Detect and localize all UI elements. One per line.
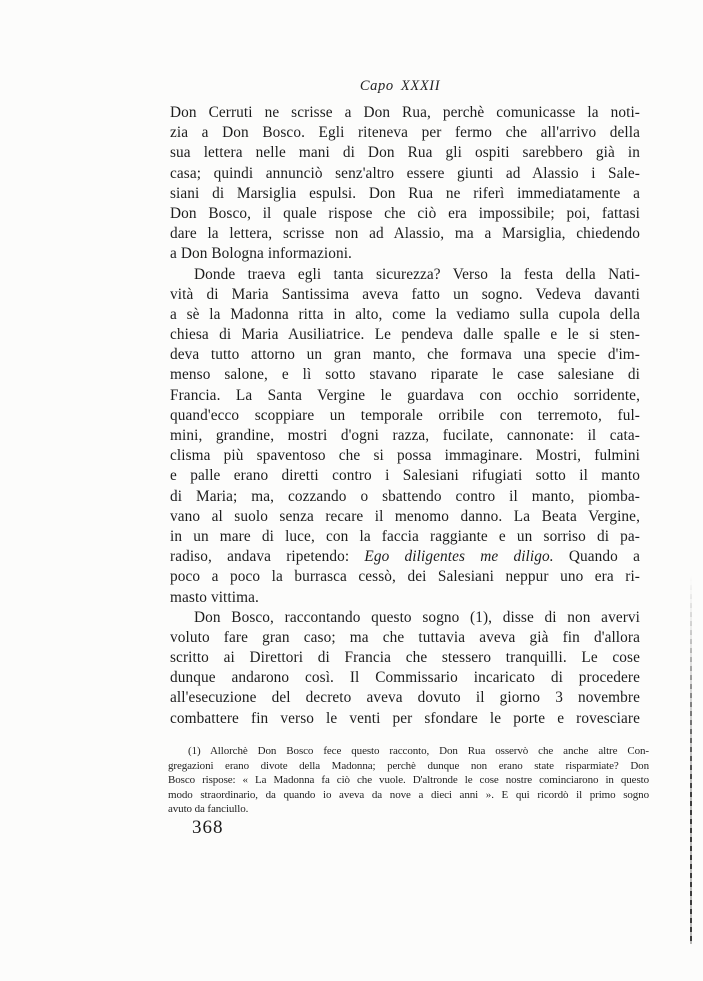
text-line: quand'ecco scoppiare un temporale orribile con terremoto, ful- bbox=[170, 406, 640, 424]
text-line: scritto ai Direttori di Francia che stessero tranquilli. Le cose bbox=[170, 649, 640, 667]
text-line: Don Bosco, raccontando questo sogno (1), disse di non avervi bbox=[194, 608, 640, 626]
text-line: a Don Bologna informazioni. bbox=[170, 245, 352, 263]
text-line bbox=[170, 547, 640, 567]
text-line: a sè la Madonna ritta in alto, come la vediamo sulla cupola della bbox=[170, 305, 640, 323]
text-line: Donde traeva egli tanta sicurezza? Verso la festa della Nati- bbox=[194, 265, 640, 283]
text-line: Francia. La Santa Vergine le guardava con occhio sorridente, bbox=[170, 386, 640, 404]
text-line: dare la lettera, scrisse non ad Alassio, ma a Marsiglia, chiedendo bbox=[170, 225, 640, 243]
text-line: Don Bosco, il quale rispose che ciò era impossibile; poi, fattasi bbox=[170, 204, 640, 222]
footnote bbox=[168, 744, 649, 817]
page-number: 368 bbox=[192, 817, 224, 838]
text-line: e palle erano diretti contro i Salesiani rifugiati sotto il manto bbox=[170, 467, 640, 485]
text-line: casa; quindi annunciò senz'altro essere giunti ad Alassio i Sale- bbox=[170, 164, 640, 182]
text-line: siani di Marsiglia espulsi. Don Rua ne riferì immediatamente a bbox=[170, 184, 640, 202]
text-line: all'esecuzione del decreto aveva dovuto il giorno 3 novembre bbox=[170, 689, 640, 707]
text-line: vano al suolo senza recare il menomo danno. La Beata Vergine, bbox=[170, 507, 640, 525]
text-line: gregazioni erano divote della Madonna; perchè dunque non erano state risparmiate? Don bbox=[168, 759, 649, 772]
text-line: di Maria; ma, cozzando o sbattendo contro il manto, piomba- bbox=[170, 487, 640, 505]
text-segment: Quando a bbox=[553, 548, 640, 566]
text-line: menso salone, e lì sotto stavano riparate le case salesiane di bbox=[170, 366, 640, 384]
text-line: poco a poco la burrasca cessò, dei Salesiani neppur uno era ri- bbox=[170, 568, 640, 586]
text-line: Bosco rispose: « La Madonna fa ciò che vuole. D'altronde le cose nostre cominciarono in questo bbox=[168, 774, 649, 787]
text-line: Don Cerruti ne scrisse a Don Rua, perchè comunicasse la noti- bbox=[170, 104, 640, 121]
page-edge-line bbox=[690, 576, 692, 944]
italic-phrase: Ego diligentes me diligo. bbox=[364, 548, 554, 566]
chapter-header: Capo XXXII bbox=[359, 78, 441, 94]
body-text bbox=[170, 103, 640, 729]
text-line: (1) Allorchè Don Bosco fece questo racconto, Don Rua osservò che anche altre Con- bbox=[188, 745, 649, 757]
text-line: mini, grandine, mostri d'ogni razza, fucilate, cannonate: il cata- bbox=[170, 427, 640, 444]
text-line: masto vittima. bbox=[170, 588, 259, 606]
text-line: avuto da fanciullo. bbox=[168, 803, 249, 816]
text-line: chiesa di Maria Ausiliatrice. Le pendeva dalle spalle e le si sten- bbox=[170, 326, 640, 344]
text-line: modo straordinario, da quando io aveva da nove a dieci anni ». E qui ricordò il primo sogno bbox=[168, 788, 649, 801]
text-line: deva tutto attorno un gran manto, che formava una specie d'im- bbox=[170, 346, 640, 364]
text-line: sua lettera nelle mani di Don Rua gli ospiti sarebbero già in bbox=[170, 144, 640, 162]
text-line: in un mare di luce, con la faccia raggiante e un sorriso di pa- bbox=[170, 527, 640, 545]
text-line: clisma più spaventoso che si possa immaginare. Mostri, fulmini bbox=[170, 447, 640, 465]
text-line: combattere fin verso le venti per sfondare le porte e rovesciare bbox=[170, 709, 640, 727]
text-segment: radiso, andava ripetendo: bbox=[170, 548, 365, 566]
text-line: zia a Don Bosco. Egli riteneva per fermo che all'arrivo della bbox=[170, 124, 640, 142]
text-line: dunque andarono così. Il Commissario incaricato di procedere bbox=[170, 669, 640, 687]
text-line: vità di Maria Santissima aveva fatto un sogno. Vedeva davanti bbox=[170, 285, 640, 303]
text-line: voluto fare gran caso; ma che tuttavia aveva già fin d'allora bbox=[170, 628, 640, 646]
